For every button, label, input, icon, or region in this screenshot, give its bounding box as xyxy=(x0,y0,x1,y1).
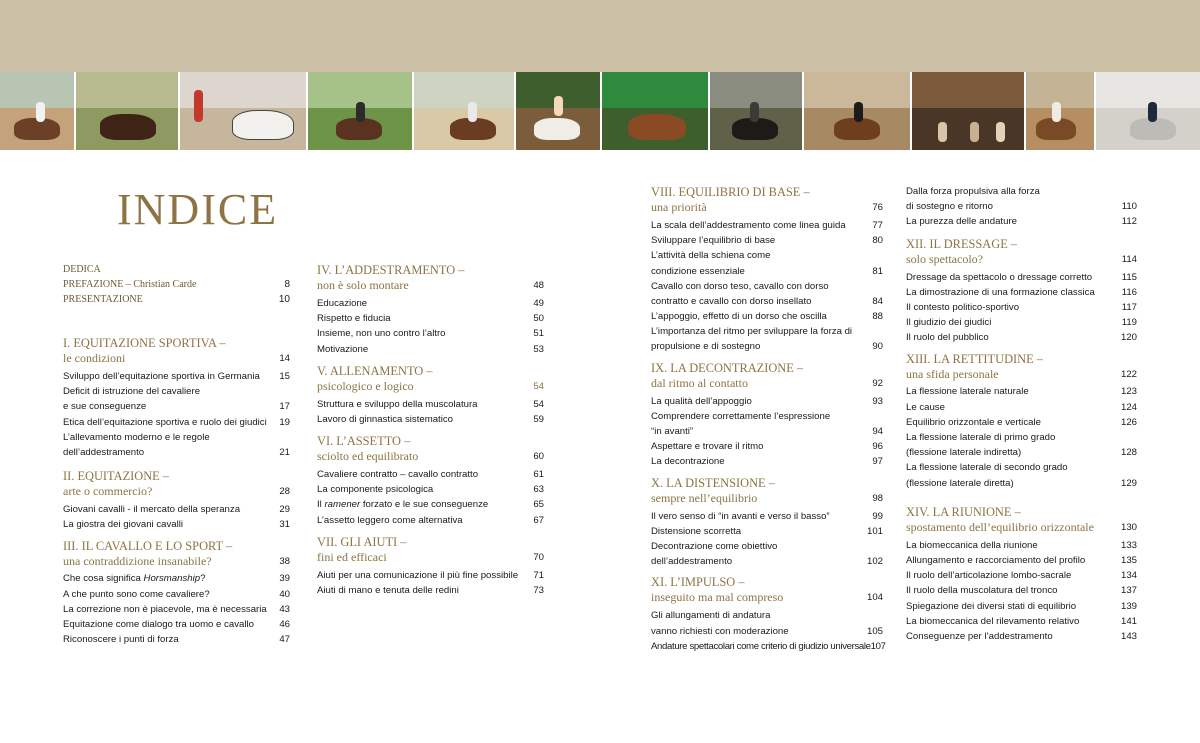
chapter-subtitle: sempre nell’equilibrio xyxy=(651,490,758,505)
toc-page: 90 xyxy=(872,341,883,353)
toc-page: 29 xyxy=(279,504,290,516)
toc-label: vanno richiesti con moderazione xyxy=(651,625,789,637)
toc-page: 102 xyxy=(866,556,883,568)
toc-entry[interactable] xyxy=(63,602,290,617)
chapter xyxy=(906,352,1137,491)
toc-entry[interactable] xyxy=(906,184,1137,199)
toc-label: dell’addestramento xyxy=(63,446,145,458)
toc-entry[interactable] xyxy=(651,264,883,279)
photo-horse-standing xyxy=(76,72,178,150)
toc-page: 143 xyxy=(1120,630,1137,642)
toc-label: Struttura e sviluppo della muscolatura xyxy=(317,398,478,410)
toc-entry[interactable] xyxy=(63,369,290,384)
chapter-page: 122 xyxy=(1120,368,1137,380)
toc-entry[interactable] xyxy=(63,517,290,532)
toc-entry[interactable] xyxy=(906,599,1137,614)
toc-label: Equilibrio orizzontale e verticale xyxy=(906,416,1041,428)
toc-entry[interactable] xyxy=(906,285,1137,300)
chapter-title[interactable]: VIII. EQUILIBRIO DI BASE – xyxy=(651,185,810,199)
toc-entry[interactable] xyxy=(317,397,544,412)
toc-page: 110 xyxy=(1121,201,1137,213)
toc-label: Dressage da spettacolo o dressage corretto xyxy=(906,271,1093,283)
toc-label: Le cause xyxy=(906,401,945,413)
toc-page: 93 xyxy=(872,395,883,407)
toc-label: La componente psicologica xyxy=(317,484,434,496)
photo-dressage-trot xyxy=(804,72,910,150)
toc-page: 73 xyxy=(533,585,544,597)
toc-entry[interactable] xyxy=(651,340,883,355)
toc-page: 50 xyxy=(533,313,544,325)
chapter xyxy=(317,434,544,528)
toc-page: 46 xyxy=(279,619,290,631)
chapter-subtitle: una priorità xyxy=(651,200,707,214)
toc-entry[interactable] xyxy=(651,394,883,409)
chapter xyxy=(651,476,883,570)
chapter-title[interactable]: X. LA DISTENSIONE – xyxy=(651,475,775,490)
toc-entry[interactable] xyxy=(651,248,883,263)
toc-label: Etica dell’equitazione sportiva e ruolo dei giudici xyxy=(63,416,267,428)
toc-page: 115 xyxy=(1121,271,1137,283)
toc-page: 84 xyxy=(872,295,883,307)
photo-dressage-rider xyxy=(308,72,412,150)
toc-entry[interactable] xyxy=(651,554,883,569)
chapter xyxy=(651,361,883,470)
toc-page: 96 xyxy=(872,441,883,453)
chapter xyxy=(906,505,1137,644)
chapter-title[interactable]: XIII. LA RETTITUDINE – xyxy=(906,351,1043,366)
toc-page: 119 xyxy=(1121,317,1137,329)
toc-label: Giovani cavalli - il mercato della speranza xyxy=(63,504,241,516)
toc-page: 21 xyxy=(279,446,290,458)
toc-entry[interactable] xyxy=(651,639,886,654)
chapter xyxy=(317,364,544,427)
toc-page: 53 xyxy=(533,343,544,355)
chapter-title[interactable]: II. EQUITAZIONE – xyxy=(63,469,170,484)
chapter-title[interactable]: XIV. LA RIUNIONE – xyxy=(906,504,1021,519)
toc-entry[interactable] xyxy=(63,415,290,430)
chapter-subtitle: psicologico e logico xyxy=(317,378,414,393)
toc-page: 134 xyxy=(1120,570,1137,582)
chapter-title[interactable]: V. ALLENAMENTO – xyxy=(317,363,433,378)
chapter-subtitle: inseguito ma mal compreso xyxy=(651,590,784,605)
toc-entry[interactable] xyxy=(651,309,883,324)
toc-entry[interactable] xyxy=(906,430,1137,445)
toc-entry[interactable] xyxy=(651,509,883,524)
toc-page: 124 xyxy=(1120,401,1137,413)
toc-page: 77 xyxy=(872,219,883,231)
toc-page: 133 xyxy=(1120,539,1137,551)
chapter xyxy=(651,185,883,355)
toc-label: La biomeccanica della riunione xyxy=(906,539,1038,551)
toc-entry[interactable] xyxy=(906,553,1137,568)
toc-label: condizione essenziale xyxy=(651,265,745,277)
toc-label: Il giudizio dei giudici xyxy=(906,317,992,329)
chapter-page: 28 xyxy=(279,486,290,498)
toc-column-3 xyxy=(651,185,886,654)
toc-page: 129 xyxy=(1120,477,1137,489)
toc-label: L’importanza del ritmo per sviluppare la forza di xyxy=(651,326,853,338)
toc-entry[interactable] xyxy=(63,502,290,517)
toc-entry[interactable] xyxy=(906,385,1137,400)
toc-entry[interactable] xyxy=(906,315,1137,330)
toc-label: Spiegazione dei diversi stati di equilibrio xyxy=(906,600,1077,612)
toc-label: di sostegno e ritorno xyxy=(906,201,993,213)
chapter-page: 48 xyxy=(533,280,544,291)
toc-entry[interactable] xyxy=(651,454,883,469)
photo-dressage-arena xyxy=(1026,72,1094,150)
chapter xyxy=(651,575,886,654)
toc-label: Deficit di istruzione del cavaliere xyxy=(63,386,201,398)
toc-entry[interactable] xyxy=(651,624,883,639)
toc-entry[interactable] xyxy=(63,587,290,602)
chapter-page: 60 xyxy=(533,451,544,463)
top-color-band xyxy=(0,0,1200,72)
toc-page: 39 xyxy=(279,573,290,585)
toc-page: 51 xyxy=(533,328,544,340)
toc-label: Il ruolo dell’articolazione lombo-sacrale xyxy=(906,570,1072,582)
toc-page: 40 xyxy=(279,588,290,600)
toc-page: 116 xyxy=(1121,286,1137,298)
chapter xyxy=(906,237,1137,346)
chapter-subtitle: sciolto ed equilibrato xyxy=(317,449,419,464)
toc-page: 31 xyxy=(279,519,290,531)
toc-column-2 xyxy=(317,263,544,598)
chapter-page: 54 xyxy=(533,380,544,392)
toc-entry[interactable] xyxy=(63,445,290,460)
chapter xyxy=(63,336,290,460)
toc-label: La giostra dei giovani cavalli xyxy=(63,519,183,531)
toc-label: e sue conseguenze xyxy=(63,401,147,413)
toc-label: Comprendere correttamente l’espressione xyxy=(651,410,831,422)
chapter-page: 70 xyxy=(533,551,544,563)
toc-page: 112 xyxy=(1121,216,1137,228)
toc-label: La flessione laterale di secondo grado xyxy=(906,462,1068,474)
page-title: INDICE xyxy=(117,185,279,234)
chapter-page: 76 xyxy=(872,202,883,213)
toc-entry[interactable] xyxy=(906,400,1137,415)
toc-entry[interactable] xyxy=(906,330,1137,345)
toc-label: Il ruolo del pubblico xyxy=(906,332,989,344)
toc-entry[interactable] xyxy=(651,524,883,539)
photo-cross-country xyxy=(710,72,802,150)
chapter-title[interactable]: III. IL CAVALLO E LO SPORT – xyxy=(63,538,233,553)
toc-label: Sviluppo dell’equitazione sportiva in Germania xyxy=(63,370,260,382)
toc-entry[interactable] xyxy=(317,467,544,482)
chapter xyxy=(63,469,290,532)
toc-entry[interactable] xyxy=(651,324,883,339)
toc-label: L’assetto leggero come alternativa xyxy=(317,514,463,526)
toc-label: La purezza delle andature xyxy=(906,216,1017,228)
toc-label: La qualità dell’appoggio xyxy=(651,395,752,407)
toc-label: Sviluppare l’equilibrio di base xyxy=(651,235,776,247)
toc-label: L’appoggio, effetto di un dorso che oscilla xyxy=(651,311,827,323)
toc-entry[interactable] xyxy=(906,583,1137,598)
toc-page: 59 xyxy=(533,413,544,425)
toc-entry[interactable] xyxy=(63,262,290,277)
chapter-title[interactable]: XII. IL DRESSAGE – xyxy=(906,236,1018,251)
toc-entry[interactable] xyxy=(317,342,544,357)
toc-entry[interactable] xyxy=(651,279,883,294)
toc-page: 107 xyxy=(870,640,886,652)
photo-water-jump xyxy=(414,72,514,150)
toc-label: Motivazione xyxy=(317,343,369,355)
chapter-subtitle: una sfida personale xyxy=(906,366,999,381)
toc-entry[interactable] xyxy=(651,424,883,439)
toc-entry[interactable] xyxy=(906,270,1137,285)
toc-label: La biomeccanica del rilevamento relativo xyxy=(906,615,1080,627)
toc-label: Dalla forza propulsiva alla forza xyxy=(906,185,1040,197)
chapter-title[interactable]: I. EQUITAZIONE SPORTIVA – xyxy=(63,336,226,350)
toc-column-4 xyxy=(906,184,1137,644)
toc-label: La dimostrazione di una formazione classica xyxy=(906,286,1095,298)
toc-entry[interactable] xyxy=(317,296,544,311)
toc-label: Equitazione come dialogo tra uomo e cavallo xyxy=(63,619,254,631)
toc-page: 19 xyxy=(279,416,290,428)
chapter-page: 104 xyxy=(866,592,883,604)
chapter-subtitle: spostamento dell’equilibrio orizzontale xyxy=(906,519,1094,534)
toc-page: 54 xyxy=(533,398,544,410)
toc-entry[interactable] xyxy=(317,568,544,583)
photo-show-jumping xyxy=(0,72,74,150)
toc-label: Aiuti per una comunicazione il più fine possibile xyxy=(317,569,519,581)
toc-label: A che punto sono come cavaliere? xyxy=(63,588,210,600)
toc-label: Gli allungamenti di andatura xyxy=(651,610,771,622)
toc-entry[interactable] xyxy=(651,539,883,554)
toc-label: La flessione laterale naturale xyxy=(906,386,1029,398)
chapter xyxy=(317,535,544,598)
chapter-title[interactable]: IX. LA DECONTRAZIONE – xyxy=(651,360,804,375)
toc-page: 15 xyxy=(279,370,290,382)
toc-label: Il vero senso di “in avanti e verso il basso” xyxy=(651,510,830,522)
chapter xyxy=(63,539,290,648)
chapter-title[interactable]: VI. L’ASSETTO – xyxy=(317,434,411,449)
toc-label: Il contesto politico-sportivo xyxy=(906,301,1020,313)
toc-page: 99 xyxy=(872,510,883,522)
toc-page: 135 xyxy=(1120,554,1137,566)
toc-entry[interactable] xyxy=(63,617,290,632)
toc-entry[interactable] xyxy=(651,608,883,623)
toc-label: PREFAZIONE – Christian Carde xyxy=(63,279,197,291)
toc-entry[interactable] xyxy=(651,218,883,233)
chapter-subtitle: solo spettacolo? xyxy=(906,251,983,266)
toc-label: DEDICA xyxy=(63,263,101,275)
toc-entry[interactable] xyxy=(63,572,290,587)
toc-label: La scala dell’addestramento come linea guida xyxy=(651,219,846,231)
toc-page: 139 xyxy=(1120,600,1137,612)
toc-label: Decontrazione come obiettivo xyxy=(651,540,778,552)
toc-label: Conseguenze per l’addestramento xyxy=(906,630,1053,642)
photo-gazebo-audience xyxy=(912,72,1024,150)
toc-page: 67 xyxy=(533,514,544,526)
toc-page: 63 xyxy=(533,484,544,496)
toc-label: Cavaliere contratto – cavallo contratto xyxy=(317,469,479,481)
toc-label: Allungamento e raccorciamento del profilo xyxy=(906,554,1086,566)
toc-page: 101 xyxy=(866,525,883,537)
toc-page: 97 xyxy=(872,456,883,468)
chapter-page: 130 xyxy=(1120,521,1137,533)
toc-entry[interactable] xyxy=(317,482,544,497)
toc-label: Riconoscere i punti di forza xyxy=(63,634,179,646)
toc-page: 94 xyxy=(872,426,883,438)
toc-entry[interactable] xyxy=(63,399,290,414)
toc-entry[interactable] xyxy=(63,292,290,307)
toc-page: 88 xyxy=(872,311,883,323)
toc-entry[interactable] xyxy=(63,277,290,292)
toc-page: 120 xyxy=(1120,332,1137,344)
toc-entry[interactable] xyxy=(317,412,544,427)
toc-page: 43 xyxy=(279,603,290,615)
toc-column-1 xyxy=(63,336,290,647)
toc-page: 105 xyxy=(866,625,883,637)
toc-page: 123 xyxy=(1120,386,1137,398)
toc-entry[interactable] xyxy=(317,583,544,598)
toc-page: 137 xyxy=(1120,585,1137,597)
toc-page: 126 xyxy=(1120,416,1137,428)
toc-label: PRESENTAZIONE xyxy=(63,294,143,306)
toc-label: La decontrazione xyxy=(651,456,725,468)
toc-entry[interactable] xyxy=(317,326,544,341)
toc-entry[interactable] xyxy=(651,439,883,454)
toc-entry[interactable] xyxy=(906,214,1137,229)
toc-label: dell’addestramento xyxy=(651,556,733,568)
toc-page: 80 xyxy=(872,235,883,247)
toc-label: La correzione non è piacevole, ma è necessaria xyxy=(63,603,267,615)
toc-entry[interactable] xyxy=(317,513,544,528)
chapter xyxy=(317,263,544,357)
toc-entry[interactable] xyxy=(651,409,883,424)
chapter-subtitle: le condizioni xyxy=(63,351,126,365)
photo-lunging-pinto xyxy=(180,72,306,150)
chapter-subtitle: non è solo montare xyxy=(317,278,409,292)
toc-label: La flessione laterale di primo grado xyxy=(906,432,1056,444)
toc-label: (flessione laterale indiretta) xyxy=(906,447,1022,459)
chapter-title[interactable]: VII. GLI AIUTI – xyxy=(317,534,407,549)
toc-label: Insieme, non uno contro l’altro xyxy=(317,328,446,340)
toc-entry[interactable] xyxy=(906,199,1137,214)
toc-entry[interactable] xyxy=(906,614,1137,629)
toc-label: L’attività della schiena come xyxy=(651,250,771,262)
toc-label: “in avanti” xyxy=(651,426,694,438)
toc-page: 128 xyxy=(1120,447,1137,459)
chapter-title[interactable]: IV. L’ADDESTRAMENTO – xyxy=(317,263,465,277)
toc-label: propulsione e di sostegno xyxy=(651,341,761,353)
toc-entry[interactable] xyxy=(906,300,1137,315)
toc-entry[interactable] xyxy=(651,233,883,248)
chapter-page: 14 xyxy=(279,353,290,364)
toc-entry[interactable] xyxy=(906,460,1137,475)
chapter-page: 98 xyxy=(872,492,883,504)
toc-page: 8 xyxy=(284,279,290,291)
toc-label: Cavallo con dorso teso, cavallo con dorso xyxy=(651,280,829,292)
toc-page: 61 xyxy=(533,469,544,481)
chapter-title[interactable]: XI. L’IMPULSO – xyxy=(651,575,745,590)
chapter-subtitle: dal ritmo al contatto xyxy=(651,375,748,390)
toc-entry[interactable] xyxy=(317,498,544,513)
toc-label: Andature spettacolari come criterio di giudizio universale xyxy=(651,640,871,652)
toc-entry[interactable] xyxy=(651,294,883,309)
toc-page: 47 xyxy=(279,634,290,646)
toc-label: (flessione laterale diretta) xyxy=(906,477,1014,489)
toc-label: Lavoro di ginnastica sistematico xyxy=(317,413,453,425)
toc-label: contratto e cavallo con dorso insellato xyxy=(651,295,812,307)
toc-entry[interactable] xyxy=(906,476,1137,491)
toc-entry[interactable] xyxy=(63,632,290,647)
toc-entry[interactable] xyxy=(906,538,1137,553)
toc-page: 71 xyxy=(533,569,544,581)
toc-entry[interactable] xyxy=(63,384,290,399)
toc-page: 65 xyxy=(533,499,544,511)
toc-entry[interactable] xyxy=(906,568,1137,583)
chapter-page: 92 xyxy=(872,377,883,389)
toc-label: Distensione scorretta xyxy=(651,525,742,537)
chapter-page: 114 xyxy=(1121,253,1137,265)
chapter-subtitle: arte o commercio? xyxy=(63,484,153,499)
toc-label: Il ruolo della muscolatura del tronco xyxy=(906,585,1058,597)
chapter-subtitle: una contraddizione insanabile? xyxy=(63,553,212,568)
photo-grey-horse-arena xyxy=(1096,72,1200,150)
toc-entry[interactable] xyxy=(317,311,544,326)
toc-page: 10 xyxy=(278,294,290,306)
chapter-page: 38 xyxy=(279,555,290,567)
toc-label: Aspettare e trovare il ritmo xyxy=(651,441,764,453)
front-matter xyxy=(63,262,290,308)
chapter-subtitle: fini ed efficaci xyxy=(317,549,387,564)
toc-label: Il ramener forzato e le sue conseguenze xyxy=(317,499,489,511)
toc-entry[interactable] xyxy=(906,629,1137,644)
photo-strip xyxy=(0,72,1200,150)
photo-vaulting xyxy=(516,72,600,150)
toc-page: 117 xyxy=(1121,301,1137,313)
toc-page: 17 xyxy=(279,401,290,413)
toc-label: Aiuti di mano e tenuta delle redini xyxy=(317,585,459,597)
photo-horse-green xyxy=(602,72,708,150)
toc-entry[interactable] xyxy=(63,430,290,445)
toc-label: Educazione xyxy=(317,297,368,309)
toc-page: 49 xyxy=(533,297,544,309)
toc-page: 81 xyxy=(872,265,883,277)
toc-entry[interactable] xyxy=(906,415,1137,430)
toc-page: 141 xyxy=(1120,615,1137,627)
toc-label: Rispetto e fiducia xyxy=(317,313,391,325)
toc-label: L’allevamento moderno e le regole xyxy=(63,431,210,443)
toc-entry[interactable] xyxy=(906,445,1137,460)
toc-label: Che cosa significa Horsmanship? xyxy=(63,573,206,585)
